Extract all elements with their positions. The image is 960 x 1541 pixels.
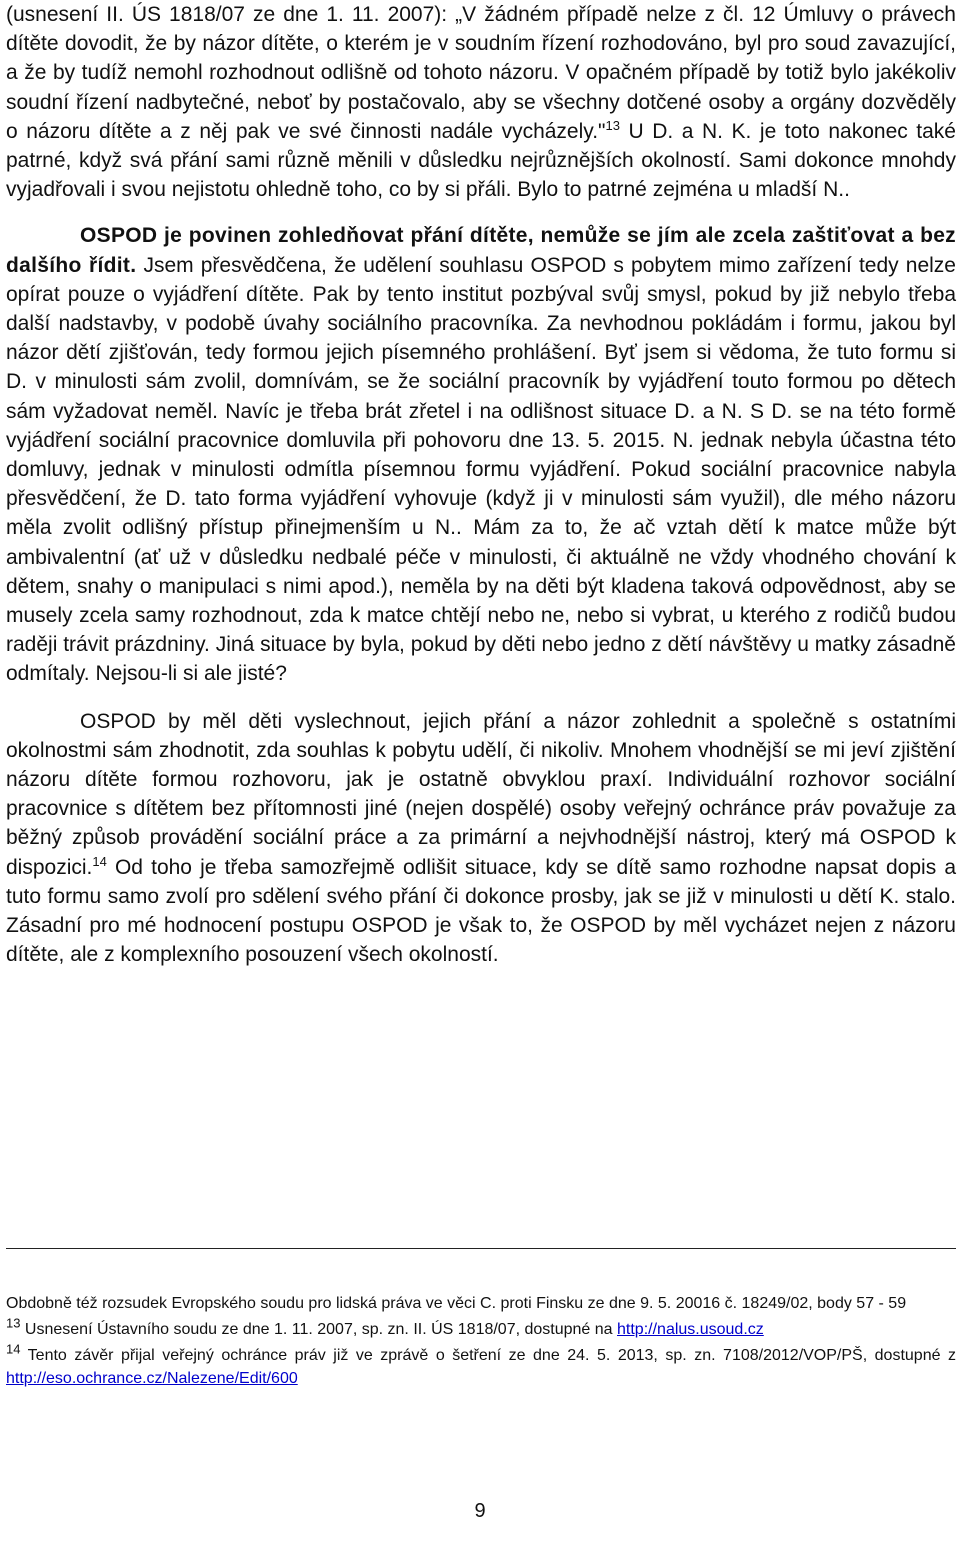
footnote-13-text: Usnesení Ústavního soudu ze dne 1. 11. 2007, sp. zn. II. ÚS 1818/07, dostupné na	[20, 1321, 618, 1338]
paragraph-2-bold: OSPOD je povinen zohledňovat přání dítěte, nemůže se jím ale zcela zaštiťovat a bez dalšího řídit.	[6, 224, 956, 277]
page-number: 9	[474, 1500, 486, 1522]
paragraph-1	[6, 0, 956, 204]
footnote-ref-14[interactable]: 14	[92, 853, 107, 869]
footnote-14-number: 14	[6, 1341, 21, 1357]
footnote-13-link[interactable]: http://nalus.usoud.cz	[617, 1321, 764, 1338]
footnote-ref-13[interactable]: 13	[605, 117, 620, 133]
body-text	[6, 0, 956, 970]
paragraph-3	[6, 707, 956, 970]
paragraph-2-text: Jsem přesvědčena, že udělení souhlasu OSPOD s pobytem mimo zařízení tedy nelze opírat pouze o vyjádření dítěte. Pak by tento institut pozbýval svůj smysl, pokud by již nebylo třeba další nadstavby, v podobě úvahy sociálního pracovníka. Za nevhodnou pokládám i formu, jakou byl názor dětí zjišťován, tedy formou jejich písemného prohlášení. Byť jsem si vědoma, že tuto formu si D. v minulosti sám zvolil, domnívám, se že sociální pracovník by vyjádření touto formou po dětech sám vyžadovat neměl. Navíc je třeba brát zřetel i na odlišnost situace D. a N. S D. se na této formě vyjádření sociální pracovnice domluvila při pohovoru dne 13. 5. 2015. N. jednak nebyla účastna této domluvy, jednak v minulosti odmítla písemnou formu vyjádření. Pokud sociální pracovnice nabyla přesvědčení, že D. tato forma vyjádření vyhovuje (když ji v minulosti sám využil), dle mého názoru měla zvolit odlišný přístup přinejmenším u N.. Mám za to, že ač vztah dětí k matce může být ambivalentní (ať už v důsledku nedbalé péče v minulosti, či aktuálně ne vždy vhodného chování k dětem, snahy o manipulaci s nimi apod.), neměla by na děti být kladena taková odpovědnost, aby se musely zcela samy rozhodnout, zda k matce chtějí nebo ne, nebo si vybrat, u kterého z rodičů budou raději trávit prázdniny. Jiná situace by byla, pokud by děti nebo jedno z dětí návštěvy u matky zásadně odmítaly. Nejsou-li si ale jisté?	[6, 253, 956, 686]
footnote-13-number: 13	[6, 1315, 21, 1331]
footnote-13	[6, 1315, 956, 1341]
footnotes	[6, 1292, 956, 1393]
paragraph-3-text: OSPOD by měl děti vyslechnout, jejich přání a názor zohlednit a společně s ostatními okolnostmi sám zhodnotit, zda souhlas k pobytu udělí, či nikoliv. Mnohem vhodnější se mi jeví zjištění názoru dítěte formou rozhovoru, jak je ostatně obvyklou praxí. Individuální rozhovor sociální pracovnice s dítětem bez přítomnosti jiné (nejen dospělé) osoby veřejný ochránce práv považuje za běžný způsob provádění sociální práce a za primární a nejvhodnější nástroj, který má OSPOD k dispozici.	[6, 709, 956, 879]
footnote-12: Obdobně též rozsudek Evropského soudu pro lidská práva ve věci C. proti Finsku ze dne 9. 5. 20016 č. 18249/02, body 57 - 59	[6, 1295, 907, 1312]
footnote-14-text: Tento závěr přijal veřejný ochránce práv již ve zprávě o šetření ze dne 24. 5. 2013, sp. zn. 7108/2012/VOP/PŠ, dostupné z	[20, 1347, 956, 1364]
footnote-14	[6, 1341, 956, 1390]
paragraph-1-text: (usnesení II. ÚS 1818/07 ze dne 1. 11. 2007): „V žádném případě nelze z čl. 12 Úmluvy o právech dítěte dovodit, že by názor dítěte, o kterém je v soudním řízení rozhodováno, byl pro soud zavazující, a že by tudíž nemohl rozhodnout odlišně od tohoto názoru. V opačném případě by totiž bylo jakékoliv soudní řízení nadbytečné, neboť by postačovalo, aby se všechny dotčené osoby a orgány dozvěděly o názoru dítěte a z něj pak ve své činnosti nadále vycházely."	[6, 3, 956, 143]
footnote-separator	[6, 1248, 956, 1249]
paragraph-2	[6, 221, 956, 688]
paragraph-3-rest: Od toho je třeba samozřejmě odlišit situace, kdy se dítě samo rozhodne napsat dopis a tuto formu samo zvolí pro sdělení svého přání či dokonce prosby, jak se již v minulosti u dětí K. stalo. Zásadní pro mé hodnocení postupu OSPOD je však to, že OSPOD by měl vycházet nejen z názoru dítěte, ale z komplexního posouzení všech okolností.	[6, 855, 956, 967]
footnote-14-link[interactable]: http://eso.ochrance.cz/Nalezene/Edit/600	[6, 1370, 298, 1387]
paragraph-1-rest: U D. a N. K. je toto nakonec také patrné, když svá přání sami různě měnili v důsledku nejrůznějších okolností. Sami dokonce mnohdy vyjadřovali i svou nejistotu ohledně toho, co by si přáli. Bylo to patrné zejména u mladší N..	[6, 119, 956, 202]
